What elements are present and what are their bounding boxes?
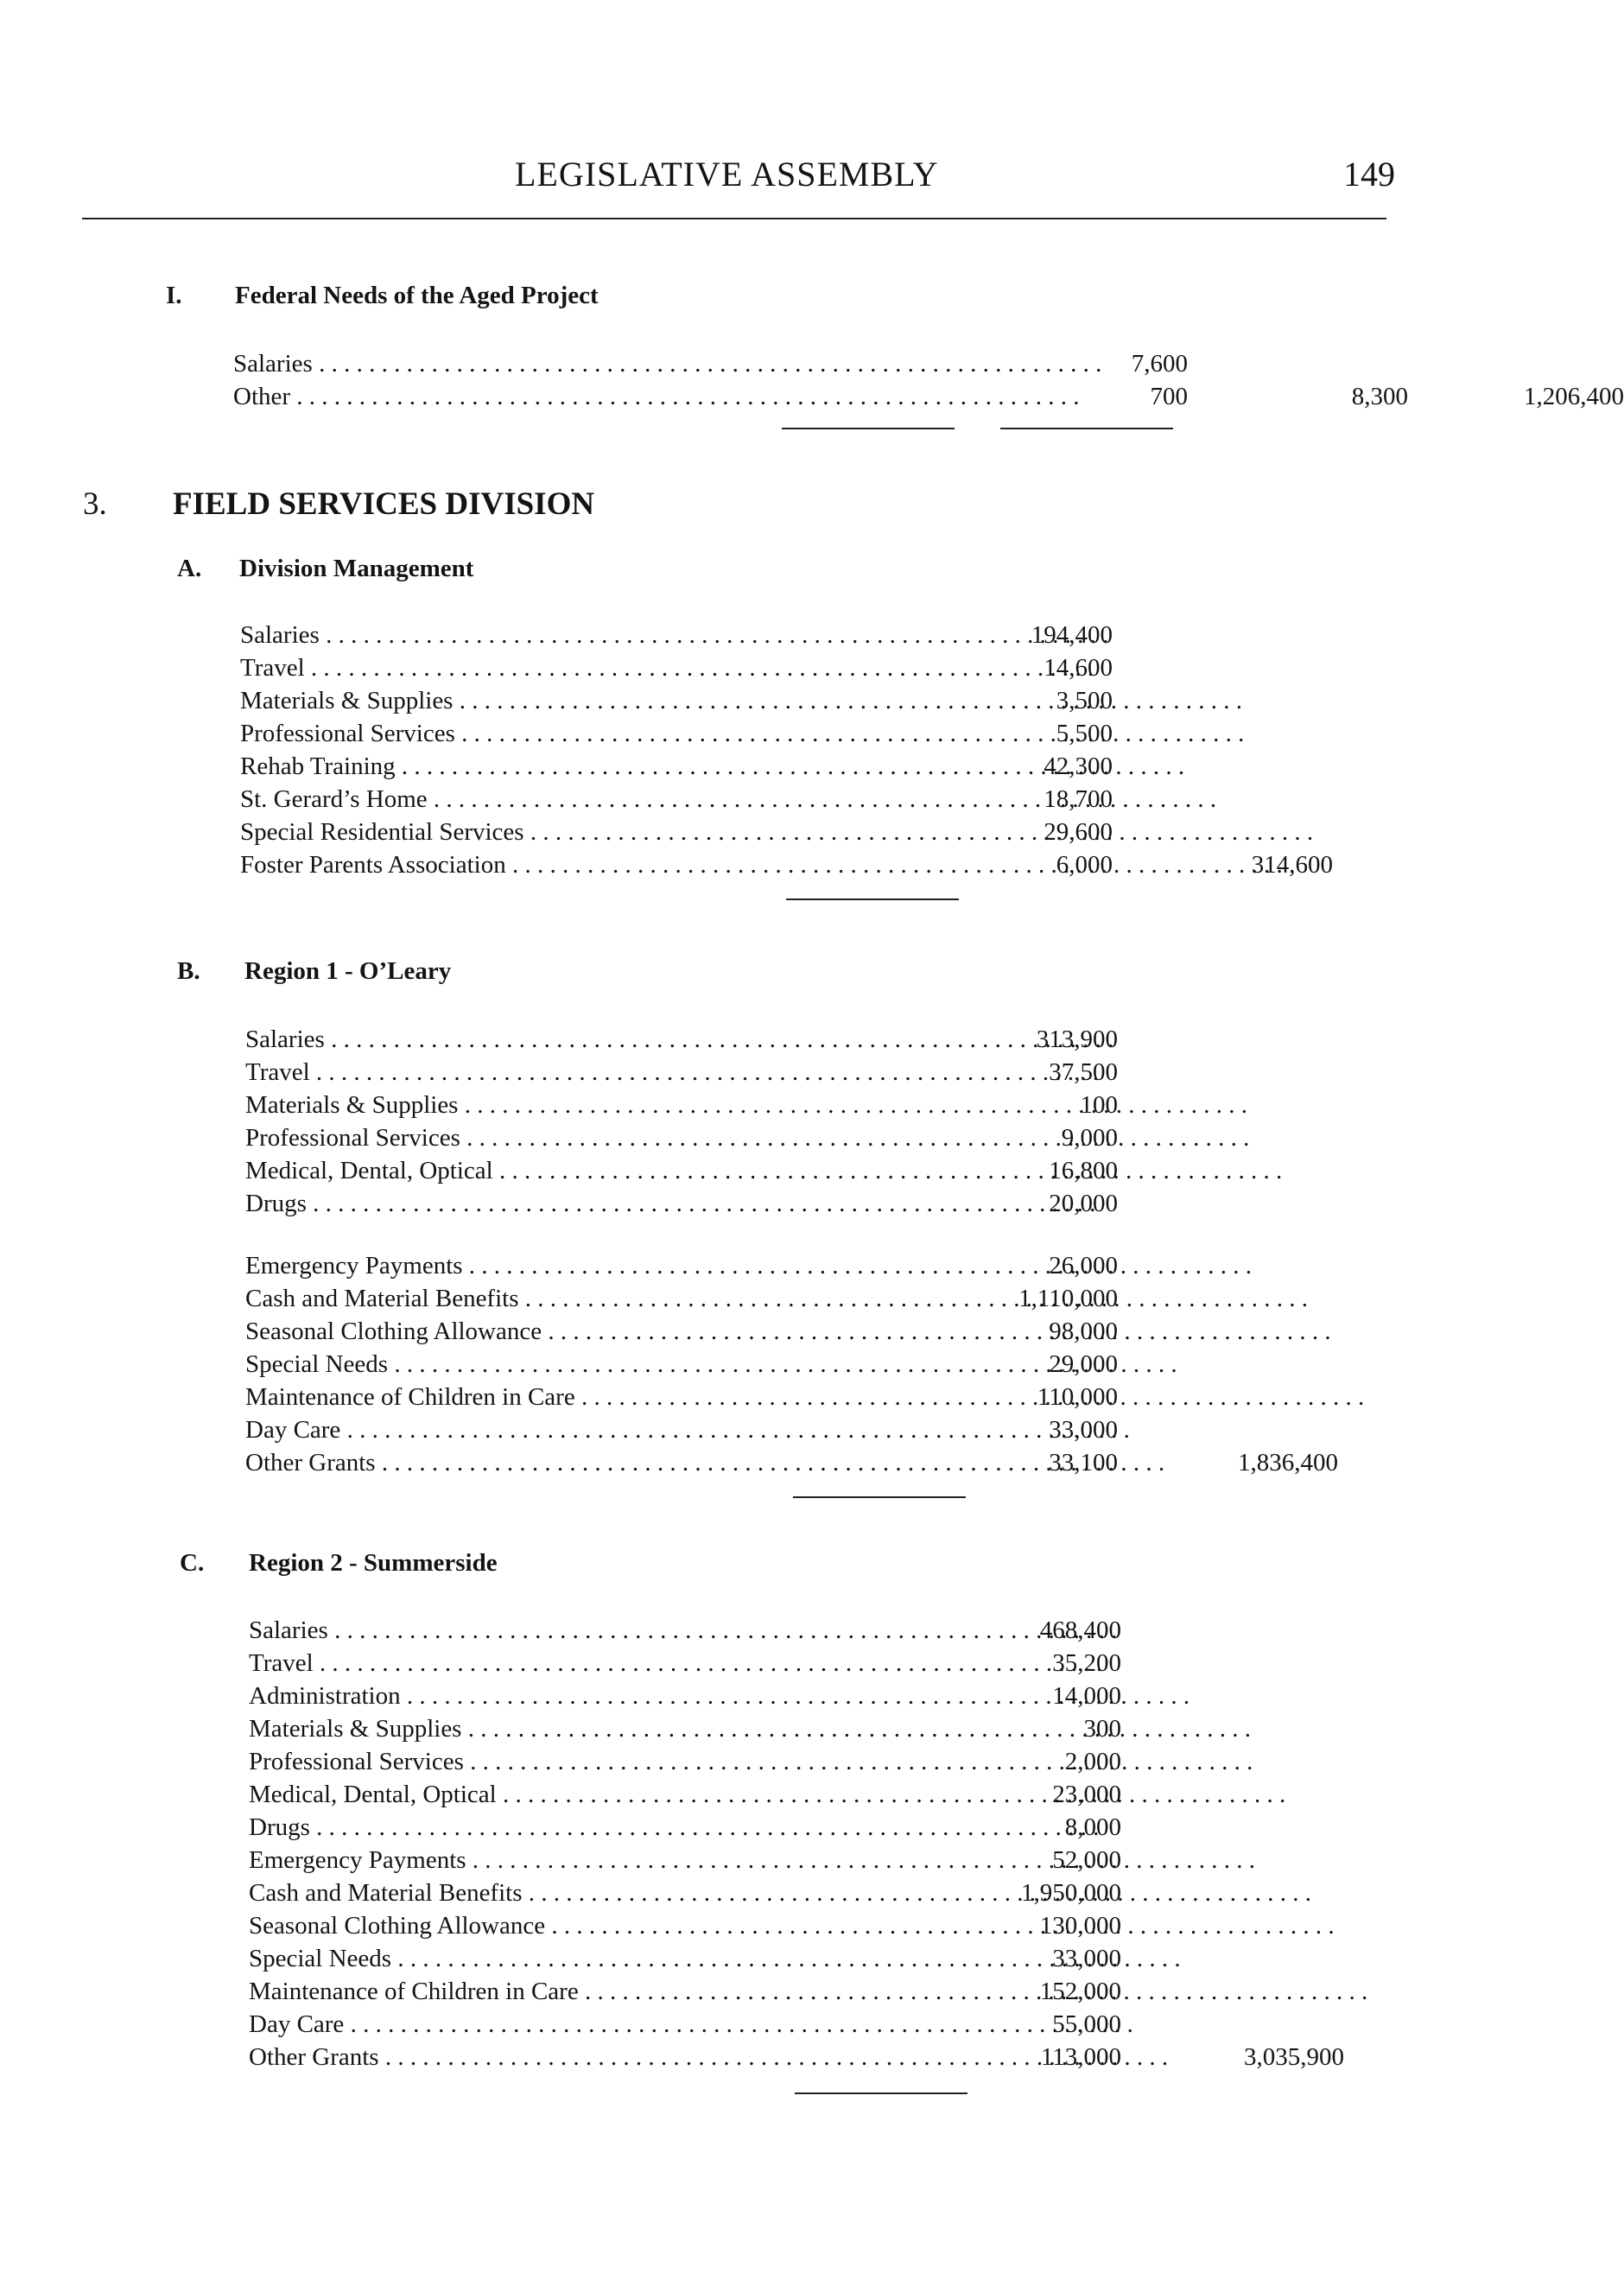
row-amount: 23,000 [1052, 1781, 1121, 1808]
row-label: Salaries . . . [233, 347, 743, 380]
row-amount: 9,000 [1061, 1124, 1118, 1152]
row-amount: 6,000 [1056, 851, 1113, 879]
subtotal-rule [1000, 428, 1173, 429]
row-amount: 113,000 [1040, 2043, 1121, 2071]
row-label: Cash and Material Benefits . . . [245, 1282, 755, 1315]
row-label: Professional Services . . . [240, 717, 750, 750]
page-title: LEGISLATIVE ASSEMBLY [515, 155, 939, 194]
row-label: Travel . . . [249, 1647, 758, 1680]
row-amount: 130,000 [1039, 1912, 1121, 1940]
row-label: Salaries . . . [249, 1614, 758, 1647]
row-subtotal: 1,836,400 [1238, 1449, 1338, 1476]
row-label: St. Gerard’s Home . . . [240, 783, 750, 816]
row-amount: 194,400 [1031, 621, 1113, 649]
section-c-letter: C. [180, 1549, 205, 1577]
row-amount: 98,000 [1049, 1318, 1118, 1345]
row-amount: 14,600 [1044, 654, 1113, 682]
row-label: Administration . . . [249, 1680, 758, 1712]
row-label: Professional Services . . . [249, 1745, 758, 1778]
row-label: Seasonal Clothing Allowance . . . [249, 1909, 758, 1942]
row-amount: 55,000 [1052, 2010, 1121, 2038]
section-i-letter: I. [166, 282, 182, 309]
row-amount: 26,000 [1049, 1252, 1118, 1280]
row-amount: 52,000 [1052, 1846, 1121, 1874]
row-label: Day Care . . . [245, 1413, 755, 1446]
row-label: Drugs . . . [249, 1811, 758, 1844]
section-a-letter: A. [177, 555, 202, 582]
row-amount: 18,700 [1044, 785, 1113, 813]
row-label: Day Care . . . [249, 2008, 758, 2041]
row-amount: 33,000 [1049, 1416, 1118, 1444]
row-amount: 33,000 [1052, 1945, 1121, 1972]
row-label: Special Residential Services . . . [240, 816, 750, 848]
row-amount: 42,300 [1044, 752, 1113, 780]
row-label: Rehab Training . . . [240, 750, 750, 783]
row-total: 1,206,400 [1524, 383, 1624, 410]
row-label: Materials & Supplies . . . [240, 684, 750, 717]
row-amount: 35,200 [1052, 1649, 1121, 1677]
section-b-letter: B. [177, 957, 200, 985]
row-label: Other Grants . . . [245, 1446, 755, 1479]
row-amount: 7,600 [1131, 350, 1188, 378]
section-a-title: Division Management [239, 555, 474, 582]
row-amount: 2,000 [1064, 1748, 1121, 1775]
section-i-title: Federal Needs of the Aged Project [235, 282, 599, 309]
row-label: Materials & Supplies . . . [249, 1712, 758, 1745]
row-label: Maintenance of Children in Care . . . [245, 1381, 755, 1413]
row-label: Emergency Payments . . . [245, 1249, 755, 1282]
row-amount: 8,000 [1064, 1813, 1121, 1841]
row-label: Salaries . . . [245, 1023, 755, 1056]
division-number: 3. [83, 486, 107, 522]
row-label: Maintenance of Children in Care . . . [249, 1975, 758, 2008]
row-amount: 1,950,000 [1021, 1879, 1121, 1907]
header-divider [82, 218, 1386, 219]
subtotal-rule [786, 899, 959, 900]
row-amount: 16,800 [1049, 1157, 1118, 1184]
subtotal-rule [793, 1496, 966, 1498]
row-amount: 37,500 [1049, 1058, 1118, 1086]
row-subtotal: 8,300 [1351, 383, 1408, 410]
row-label: Professional Services . . . [245, 1121, 755, 1154]
row-label: Drugs . . . [245, 1187, 755, 1220]
row-amount: 29,600 [1044, 818, 1113, 846]
row-amount: 29,000 [1049, 1350, 1118, 1378]
row-amount: 300 [1083, 1715, 1121, 1743]
row-subtotal: 314,600 [1251, 851, 1333, 879]
row-label: Materials & Supplies . . . [245, 1089, 755, 1121]
subtotal-rule [782, 428, 955, 429]
row-label: Special Needs . . . [245, 1348, 755, 1381]
row-label: Medical, Dental, Optical . . . [249, 1778, 758, 1811]
row-amount: 468,400 [1039, 1616, 1121, 1644]
row-label: Travel . . . [245, 1056, 755, 1089]
section-c-title: Region 2 - Summerside [249, 1549, 498, 1577]
row-subtotal: 3,035,900 [1244, 2043, 1344, 2071]
row-label: Salaries . . . [240, 619, 750, 651]
row-amount: 110,000 [1037, 1383, 1118, 1411]
row-amount: 14,000 [1052, 1682, 1121, 1710]
row-amount: 33,100 [1049, 1449, 1118, 1476]
row-amount: 313,900 [1036, 1026, 1118, 1053]
row-label: Foster Parents Association . . . [240, 848, 750, 881]
row-amount: 1,110,000 [1018, 1285, 1118, 1312]
row-label: Travel . . . [240, 651, 750, 684]
row-amount: 5,500 [1056, 720, 1113, 747]
row-amount: 100 [1080, 1091, 1118, 1119]
row-label: Seasonal Clothing Allowance . . . [245, 1315, 755, 1348]
division-title: FIELD SERVICES DIVISION [173, 486, 595, 522]
row-label: Special Needs . . . [249, 1942, 758, 1975]
row-amount: 152,000 [1039, 1978, 1121, 2005]
page-number: 149 [1343, 155, 1395, 194]
row-label: Cash and Material Benefits . . . [249, 1876, 758, 1909]
section-b-title: Region 1 - O’Leary [244, 957, 452, 985]
row-label: Other Grants . . . [249, 2041, 758, 2073]
subtotal-rule [795, 2092, 967, 2094]
row-amount: 20,000 [1049, 1190, 1118, 1217]
page-header [0, 154, 1503, 206]
row-amount: 700 [1150, 383, 1188, 410]
row-label: Medical, Dental, Optical . . . [245, 1154, 755, 1187]
row-label: Other . . . [233, 380, 743, 413]
row-amount: 3,500 [1056, 687, 1113, 714]
row-label: Emergency Payments . . . [249, 1844, 758, 1876]
